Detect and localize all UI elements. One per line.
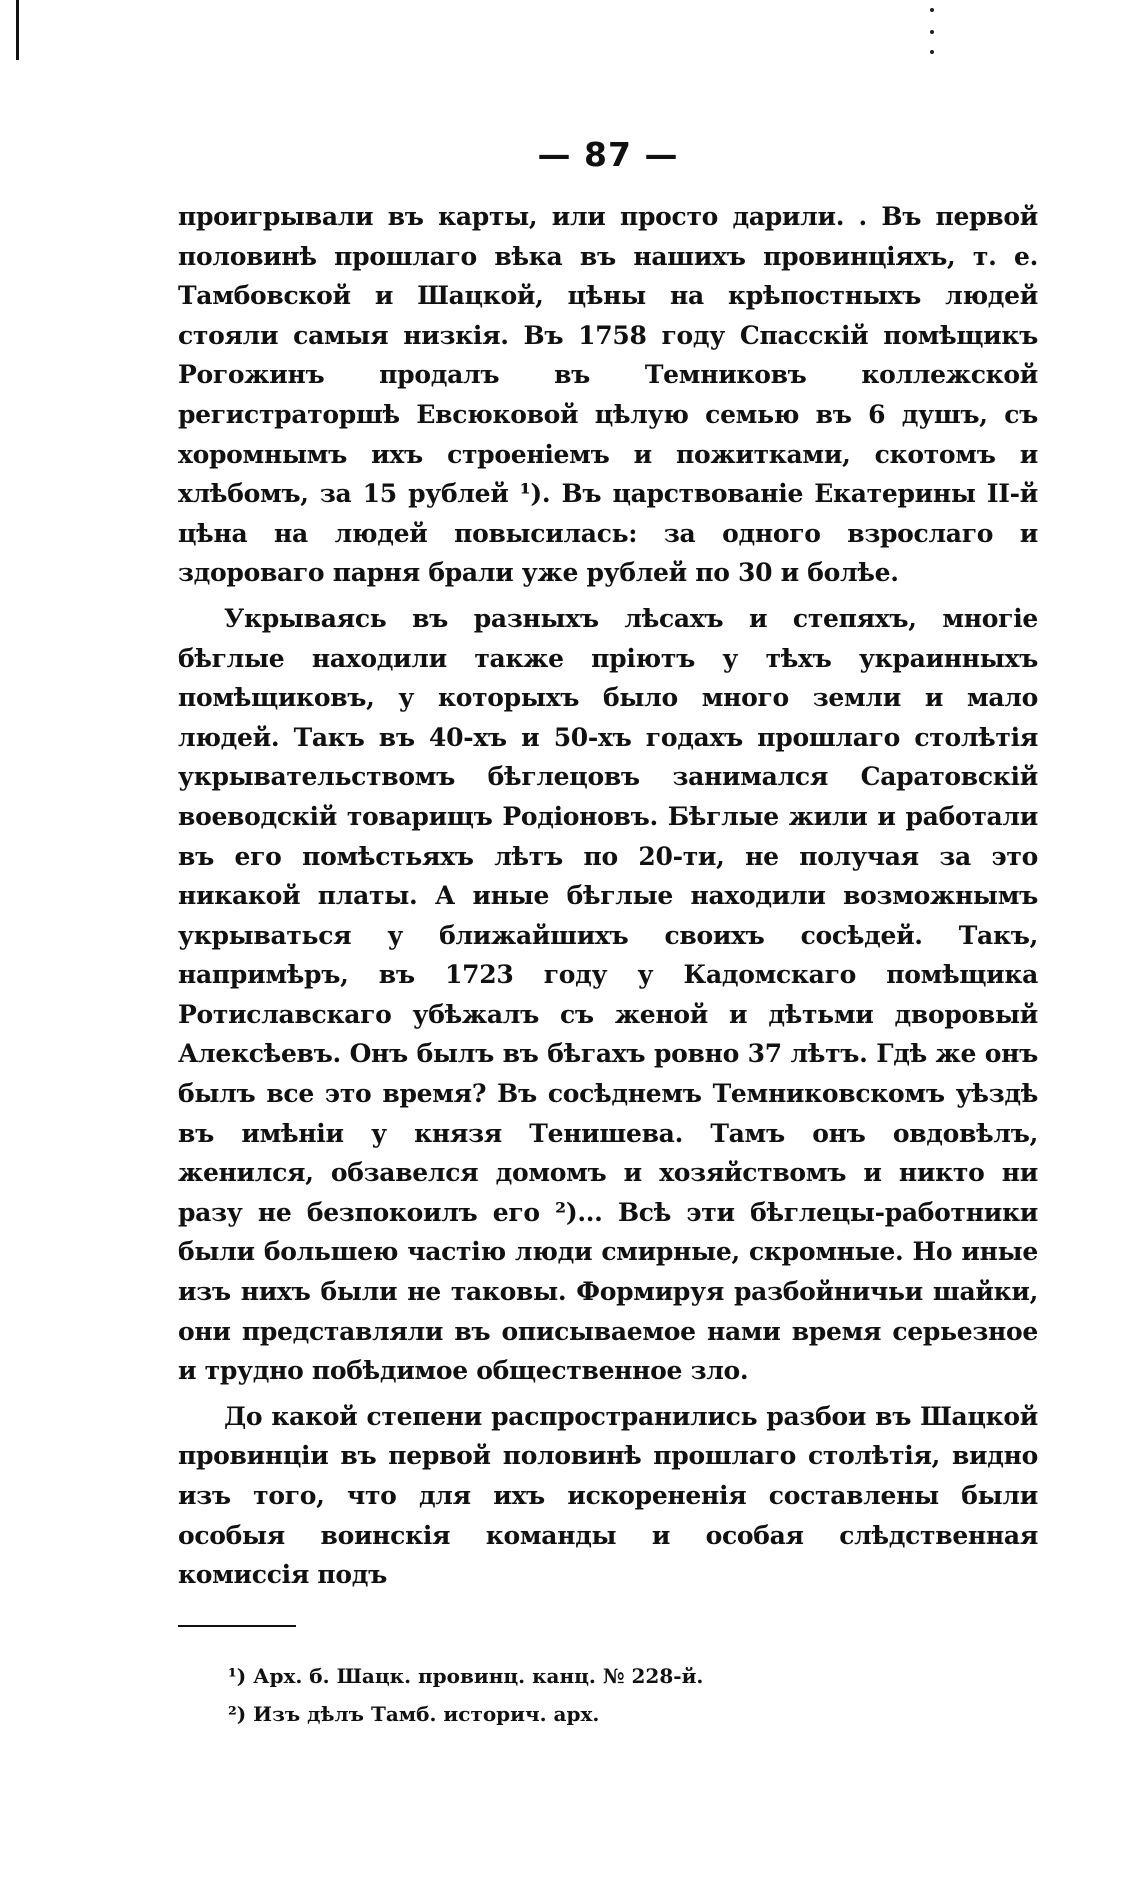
paragraph-3: До какой степени распространились разбои въ Шацкой провинціи въ первой половинѣ прошлаго столѣтія, видно изъ того, что для ихъ искорененія составлены были особыя воинскія команды и особая слѣдственная комиссія подъ	[178, 1401, 1038, 1590]
footnote-1: ¹) Арх. б. Шацк. провинц. канц. № 228-й.	[228, 1663, 704, 1688]
footnotes	[178, 1657, 1038, 1733]
body-text	[178, 197, 1038, 1595]
footnote-2: ²) Изъ дѣлъ Тамб. историч. арх.	[228, 1701, 600, 1726]
paragraph-1: проигрывали въ карты, или просто дарили. . Въ первой половинѣ прошлаго вѣка въ нашихъ провинціяхъ, т. е. Тамбовской и Шацкой, цѣны на крѣпостныхъ людей стояли самыя низкія. Въ 1758 году Спасскій помѣщикъ Рогожинъ продалъ въ Темниковъ коллежской регистраторшѣ Евсюковой цѣлую семью въ 6 душъ, съ хоромнымъ ихъ строеніемъ и пожитками, скотомъ и хлѣбомъ, за 15 рублей ¹). Въ царствованіе Екатерины II-й цѣна на людей повысилась: за одного взрослаго и здороваго парня брали уже рублей по 30 и болѣе.	[178, 202, 1038, 588]
paragraph-2: Укрываясь въ разныхъ лѣсахъ и степяхъ, многіе бѣглые находили также пріютъ у тѣхъ украинныхъ помѣщиковъ, у которыхъ было много земли и мало людей. Такъ въ 40-хъ и 50-хъ годахъ прошлаго столѣтія укрывательствомъ бѣглецовъ занимался Саратовскій воеводскій товарищъ Родіоновъ. Бѣглые жили и работали въ его помѣстьяхъ лѣтъ по 20-ти, не получая за это никакой платы. А иные бѣглые находили возможнымъ укрываться у ближайшихъ своихъ сосѣдей. Такъ, напримѣръ, въ 1723 году у Кадомскаго помѣщика Ротиславскаго убѣжалъ съ женой и дѣтьми дворовый Алексѣевъ. Онъ былъ въ бѣгахъ ровно 37 лѣтъ. Гдѣ же онъ былъ все это время? Въ сосѣднемъ Темниковскомъ уѣздѣ въ имѣніи у князя Тенишева. Тамъ онъ овдовѣлъ, женился, обзавелся домомъ и хозяйствомъ и никто ни разу не безпокоилъ его ²)... Всѣ эти бѣглецы-работники были большею частію люди смирные, скромные. Но иные изъ нихъ были не таковы. Формируя разбойничьи шайки, они представляли въ описываемое нами время серьезное и трудно побѣдимое общественное зло.	[178, 603, 1038, 1386]
page-edge-line	[16, 0, 19, 60]
scan-specks	[930, 8, 936, 58]
footnote-separator	[178, 1625, 296, 1627]
page-number: — 87 —	[537, 135, 679, 174]
book-page	[178, 135, 1038, 1733]
